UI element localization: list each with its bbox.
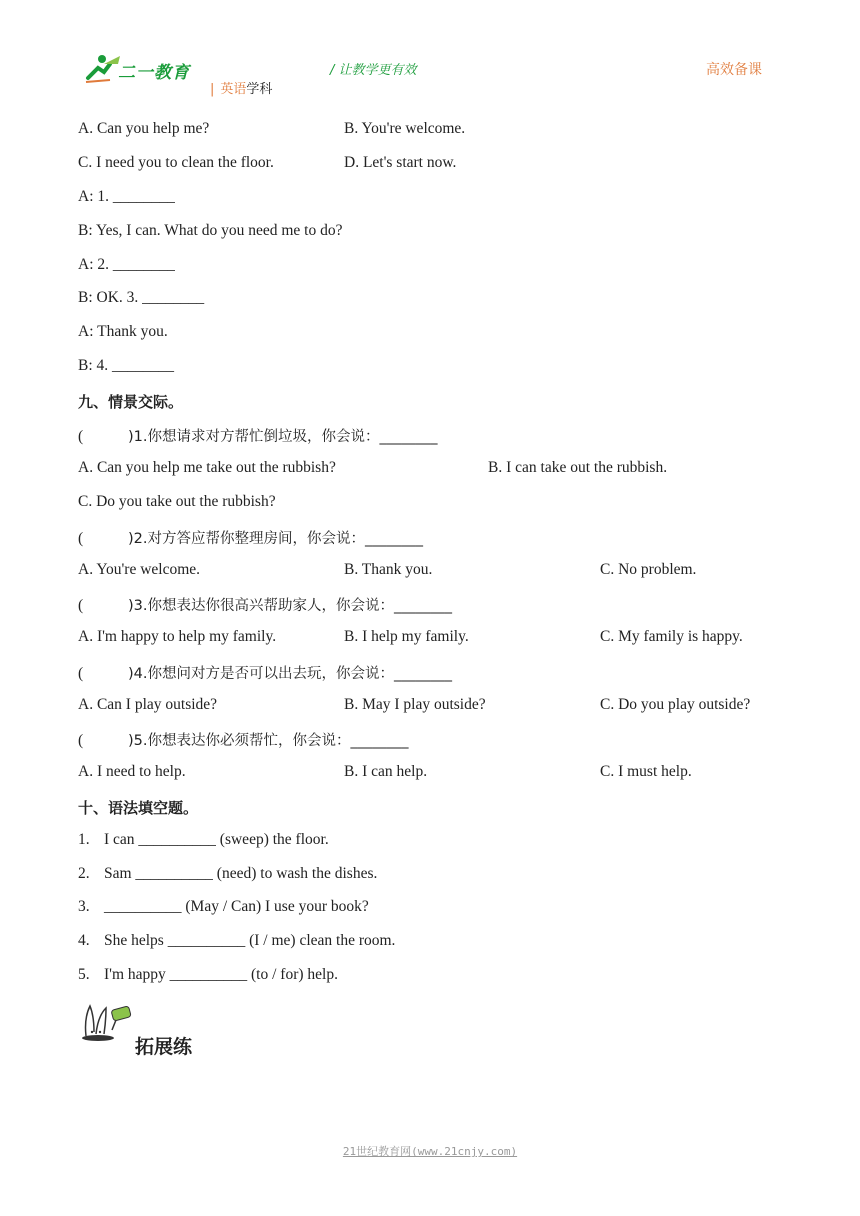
question-4: ( )4.你想问对方是否可以出去玩，你会说：________	[78, 665, 452, 682]
question-3-option-c: C. My family is happy.	[600, 628, 743, 645]
dialogue-option-a: A. Can you help me?	[78, 120, 210, 137]
grammar-item: 3. __________ (May / Can) I use your book?	[78, 898, 369, 915]
section-9-title: 九、情景交际。	[78, 393, 184, 411]
dialogue-line: B: 4. ________	[78, 357, 175, 374]
dialogue-option-b: B. You're welcome.	[344, 120, 466, 137]
subject-label: | 英语学科	[210, 82, 273, 97]
dialogue-option-c: C. I need you to clean the floor.	[78, 154, 274, 171]
question-4-option-a: A. Can I play outside?	[78, 696, 218, 713]
question-1-option-a: A. Can you help me take out the rubbish?	[78, 459, 336, 476]
dialogue-line: A: Thank you.	[78, 323, 168, 340]
slogan: / 让教学更有效	[330, 63, 417, 78]
question-3: ( )3.你想表达你很高兴帮助家人，你会说：________	[78, 597, 452, 614]
grammar-item: 2. Sam __________ (need) to wash the dishes.	[78, 865, 378, 882]
question-1-option-b: B. I can take out the rubbish.	[488, 459, 668, 476]
question-2: ( )2.对方答应帮你整理房间，你会说：________	[78, 530, 423, 547]
question-5-option-b: B. I can help.	[344, 763, 428, 780]
rabbit-go-icon	[78, 1002, 134, 1042]
question-1-option-c: C. Do you take out the rubbish?	[78, 493, 276, 510]
footer-link[interactable]: 21世纪教育网(www.21cnjy.com)	[342, 1145, 518, 1158]
page-header	[0, 0, 860, 110]
grammar-item: 1. I can __________ (sweep) the floor.	[78, 831, 329, 848]
dialogue-line: B: OK. 3. ________	[78, 289, 205, 306]
question-2-option-a: A. You're welcome.	[78, 561, 201, 578]
question-1: ( )1.你想请求对方帮忙倒垃圾，你会说：________	[78, 428, 438, 445]
grammar-item: 4. She helps __________ (I / me) clean the room.	[78, 932, 396, 949]
question-3-option-b: B. I help my family.	[344, 628, 469, 645]
dialogue-line: B: Yes, I can. What do you need me to do?	[78, 222, 343, 239]
dialogue-line: A: 2. ________	[78, 256, 175, 273]
question-5: ( )5.你想表达你必须帮忙，你会说：________	[78, 732, 409, 749]
header-tag: 高效备课	[706, 62, 762, 78]
section-10-title: 十、语法填空题。	[78, 799, 199, 817]
question-2-option-c: C. No problem.	[600, 561, 697, 578]
question-4-option-b: B. May I play outside?	[344, 696, 486, 713]
dialogue-line: A: 1. ________	[78, 188, 175, 205]
extension-title: 拓展练	[135, 1036, 193, 1058]
dialogue-option-d: D. Let's start now.	[344, 154, 457, 171]
question-4-option-c: C. Do you play outside?	[600, 696, 751, 713]
grammar-item: 5. I'm happy __________ (to / for) help.	[78, 966, 338, 983]
logo-text: 二一教育	[118, 63, 190, 83]
question-5-option-a: A. I need to help.	[78, 763, 186, 780]
question-3-option-a: A. I'm happy to help my family.	[78, 628, 277, 645]
question-2-option-b: B. Thank you.	[344, 561, 433, 578]
question-5-option-c: C. I must help.	[600, 763, 692, 780]
